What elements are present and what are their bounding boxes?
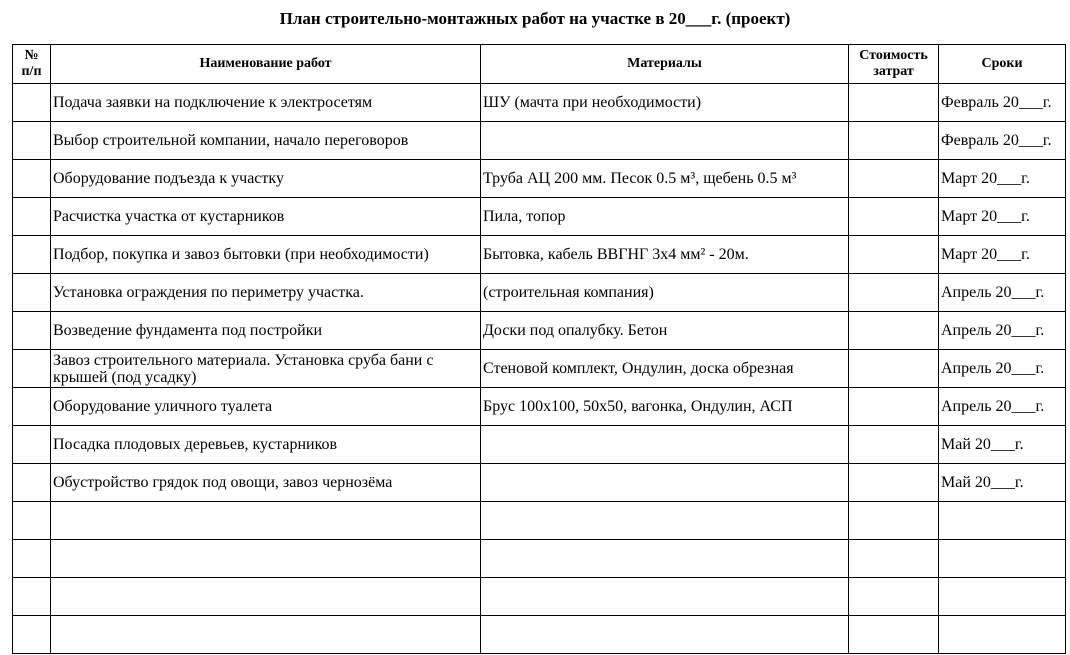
cell-materials [481, 502, 849, 540]
document-title: План строительно-монтажных работ на участке в 20___г. (проект) [279, 9, 791, 28]
cell-materials [481, 578, 849, 616]
cell-term [939, 578, 1066, 616]
table-row [13, 578, 1066, 616]
cell-work-name: Подбор, покупка и завоз бытовки (при необходимости) [51, 236, 481, 274]
table-row [13, 198, 1066, 236]
table-row [13, 464, 1066, 502]
cell-num [13, 578, 51, 616]
works-plan-table [12, 44, 1066, 654]
table-row [13, 160, 1066, 198]
header-row [13, 45, 1066, 84]
cell-materials: Пила, топор [481, 198, 849, 236]
cell-term: Апрель 20___г. [939, 274, 1066, 312]
cell-cost [849, 616, 939, 654]
cell-term: Февраль 20___г. [939, 122, 1066, 160]
cell-materials [481, 616, 849, 654]
cell-work-name [51, 578, 481, 616]
cell-term: Март 20___г. [939, 160, 1066, 198]
cell-num [13, 464, 51, 502]
cell-num [13, 502, 51, 540]
cell-cost [849, 464, 939, 502]
cell-work-name: Возведение фундамента под постройки [51, 312, 481, 350]
header-num-line1: № [24, 48, 39, 63]
cell-num [13, 312, 51, 350]
table-row [13, 502, 1066, 540]
cell-materials: ШУ (мачта при необходимости) [481, 84, 849, 122]
cell-cost [849, 350, 939, 388]
cell-materials [481, 426, 849, 464]
table-row [13, 540, 1066, 578]
header-cost-line1: Стоимость [859, 48, 928, 63]
header-num-line2: п/п [21, 64, 42, 79]
cell-term [939, 502, 1066, 540]
cell-work-name [51, 502, 481, 540]
header-terms: Сроки [939, 45, 1066, 84]
header-cost-line2: затрат [873, 64, 914, 79]
cell-term: Май 20___г. [939, 464, 1066, 502]
table-body [13, 84, 1066, 654]
table-row [13, 236, 1066, 274]
cell-work-name: Завоз строительного материала. Установка сруба бани с крышей (под усадку) [51, 350, 481, 388]
cell-term: Апрель 20___г. [939, 350, 1066, 388]
cell-cost [849, 578, 939, 616]
cell-cost [849, 426, 939, 464]
cell-cost [849, 198, 939, 236]
table-row [13, 426, 1066, 464]
cell-term: Февраль 20___г. [939, 84, 1066, 122]
header-materials: Материалы [481, 45, 849, 84]
cell-work-name: Обустройство грядок под овощи, завоз чернозёма [51, 464, 481, 502]
cell-num [13, 616, 51, 654]
cell-cost [849, 122, 939, 160]
cell-work-name: Подача заявки на подключение к электросетям [51, 84, 481, 122]
table-row [13, 312, 1066, 350]
table-row [13, 84, 1066, 122]
cell-cost [849, 84, 939, 122]
cell-materials: Стеновой комплект, Ондулин, доска обрезная [481, 350, 849, 388]
cell-materials [481, 122, 849, 160]
cell-work-name: Расчистка участка от кустарников [51, 198, 481, 236]
cell-cost [849, 274, 939, 312]
cell-cost [849, 236, 939, 274]
cell-materials: Бытовка, кабель ВВГНГ 3х4 мм² - 20м. [481, 236, 849, 274]
cell-term [939, 616, 1066, 654]
cell-term: Март 20___г. [939, 236, 1066, 274]
cell-num [13, 236, 51, 274]
cell-materials: (строительная компания) [481, 274, 849, 312]
cell-materials: Доски под опалубку. Бетон [481, 312, 849, 350]
cell-materials [481, 464, 849, 502]
cell-work-name: Оборудование подъезда к участку [51, 160, 481, 198]
cell-materials: Брус 100х100, 50х50, вагонка, Ондулин, АСП [481, 388, 849, 426]
cell-num [13, 426, 51, 464]
cell-work-name: Выбор строительной компании, начало переговоров [51, 122, 481, 160]
table-row [13, 350, 1066, 388]
cell-work-name: Оборудование уличного туалета [51, 388, 481, 426]
cell-num [13, 122, 51, 160]
cell-work-name [51, 540, 481, 578]
cell-num [13, 388, 51, 426]
header-cost [849, 45, 939, 84]
cell-work-name [51, 616, 481, 654]
cell-num [13, 350, 51, 388]
cell-cost [849, 160, 939, 198]
cell-term: Март 20___г. [939, 198, 1066, 236]
cell-materials: Труба АЦ 200 мм. Песок 0.5 м³, щебень 0.5 м³ [481, 160, 849, 198]
header-name: Наименование работ [51, 45, 481, 84]
cell-term [939, 540, 1066, 578]
cell-work-name: Установка ограждения по периметру участка. [51, 274, 481, 312]
table-row [13, 274, 1066, 312]
cell-num [13, 274, 51, 312]
cell-cost [849, 540, 939, 578]
cell-work-name: Посадка плодовых деревьев, кустарников [51, 426, 481, 464]
table-row [13, 122, 1066, 160]
cell-cost [849, 502, 939, 540]
table-row [13, 616, 1066, 654]
table-row [13, 388, 1066, 426]
cell-term: Апрель 20___г. [939, 388, 1066, 426]
cell-cost [849, 312, 939, 350]
cell-num [13, 160, 51, 198]
cell-cost [849, 388, 939, 426]
cell-materials [481, 540, 849, 578]
header-num [13, 45, 51, 84]
cell-num [13, 540, 51, 578]
cell-num [13, 84, 51, 122]
cell-num [13, 198, 51, 236]
cell-term: Апрель 20___г. [939, 312, 1066, 350]
cell-term: Май 20___г. [939, 426, 1066, 464]
